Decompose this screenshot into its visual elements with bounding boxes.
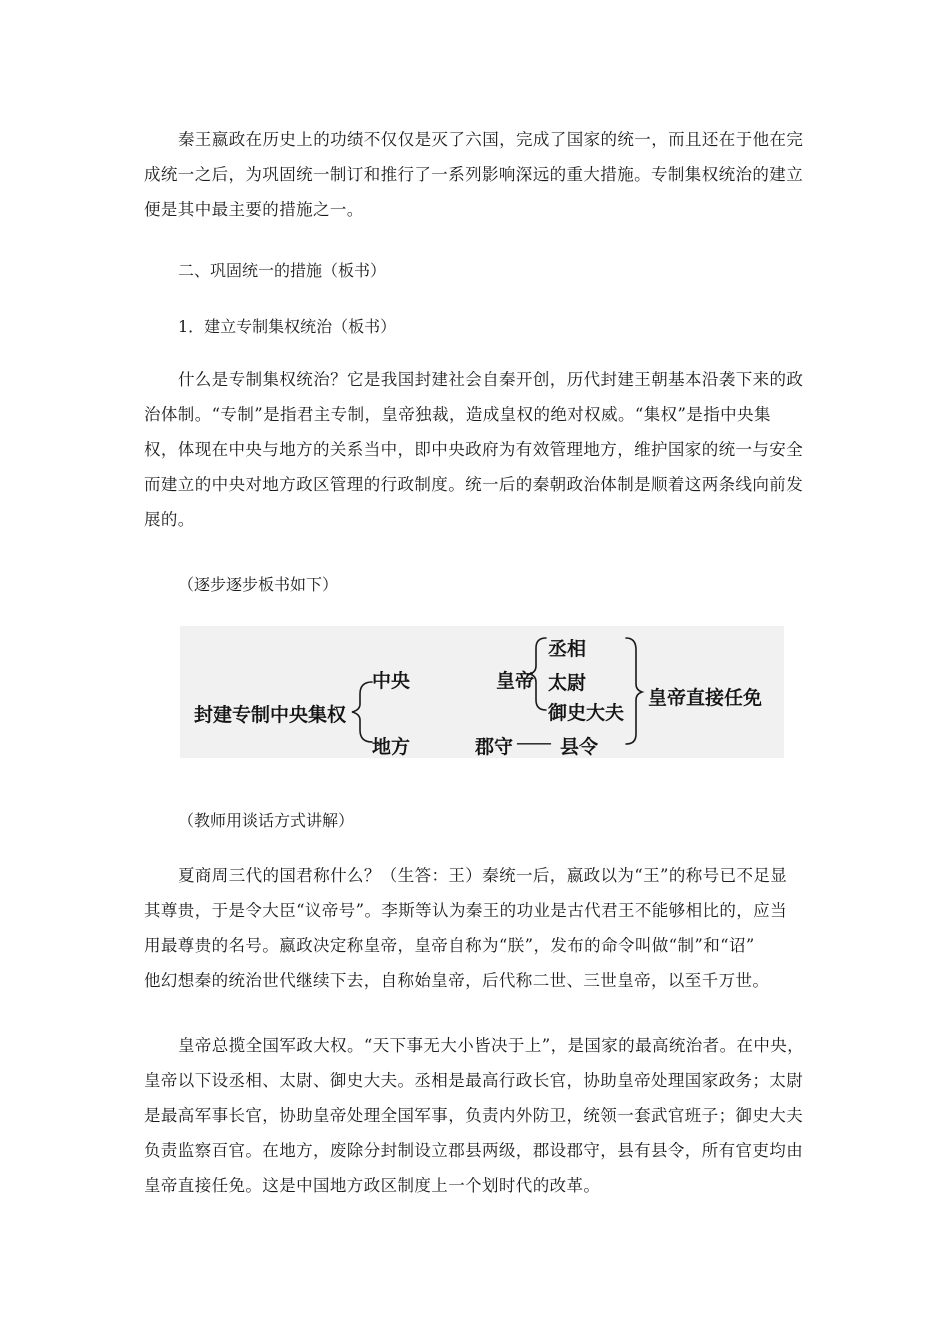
paragraph-power [144,1028,816,1203]
text-line: 皇帝以下设丞相、太尉、御史大夫。丞相是最高行政长官，协助皇帝处理国家政务；太尉 [144,1071,804,1090]
paragraph-definition [144,362,816,537]
text-line: 夏商周三代的国君称什么？（生答：王）秦统一后，嬴政以为“王”的称号已不足显 [178,866,788,885]
text-line: 权，体现在中央与地方的关系当中，即中央政府为有效管理地方，维护国家的统一与安全 [144,440,804,459]
paragraph-title [144,858,816,998]
diagram-appoint-label: 皇帝直接任免 [648,687,763,709]
text-line: 皇帝总揽全国军政大权。“天下事无大小皆决于上”，是国家的最高统治者。在中央， [178,1036,805,1055]
text-line: 便是其中最主要的措施之一。 [144,200,364,219]
paragraph-intro [144,122,816,227]
brace-root [352,682,372,742]
diagram-emperor-label: 皇帝 [496,670,535,692]
diagram-commandery-label: 郡守 [475,736,514,758]
text-line: 治体制。“专制”是指君主专制，皇帝独裁，造成皇权的绝对权威。“集权”是指中央集 [144,405,771,424]
subsection-heading: 1．建立专制集权统治（板书） [178,317,397,336]
brace-appoint [626,638,642,744]
text-line: 他幻想秦的统治世代继续下去，自称始皇帝，后代称二世、三世皇帝，以至千万世。 [144,971,770,990]
text-line: 负责监察百官。在地方，废除分封制设立郡县两级，郡设郡守，县有县令，所有官吏均由 [144,1141,804,1160]
diagram-official-chancellor: 丞相 [548,638,587,660]
section-heading: 二、巩固统一的措施（板书） [178,261,387,280]
board-note: （逐步逐步板书如下） [178,575,339,594]
text-line: 用最尊贵的名号。嬴政决定称皇帝，皇帝自称为“朕”，发布的命令叫做“制”和“诏” [144,936,755,955]
text-line: 皇帝直接任免。这是中国地方政区制度上一个划时代的改革。 [144,1176,601,1195]
text-line: 秦王嬴政在历史上的功绩不仅仅是灭了六国，完成了国家的统一，而且还在于他在完 [178,130,804,149]
text-line: 展的。 [144,510,195,529]
diagram-county-label: 县令 [560,736,599,758]
diagram-root-label: 封建专制中央集权 [194,704,347,726]
diagram-dash: —— [516,732,550,754]
text-line: 其尊贵，于是令大臣“议帝号”。李斯等认为秦王的功业是古代君王不能够相比的，应当 [144,901,787,920]
diagram-official-taiwei: 太尉 [548,672,587,694]
text-line: 是最高军事长官，协助皇帝处理全国军事，负责内外防卫，统领一套武官班子；御史大夫 [144,1106,804,1125]
text-line: 什么是专制集权统治？它是我国封建社会自秦开创，历代封建王朝基本沿袭下来的政 [178,370,804,389]
board-diagram [180,626,784,758]
text-line: 而建立的中央对地方政区管理的行政制度。统一后的秦朝政治体制是顺着这两条线向前发 [144,475,804,494]
diagram-official-censor: 御史大夫 [548,702,625,724]
text-line: 成统一之后，为巩固统一制订和推行了一系列影响深远的重大措施。专制集权统治的建立 [144,165,804,184]
diagram-central-label: 中央 [372,670,411,692]
diagram-local-label: 地方 [372,736,411,758]
teaching-note: （教师用谈话方式讲解） [178,811,355,830]
